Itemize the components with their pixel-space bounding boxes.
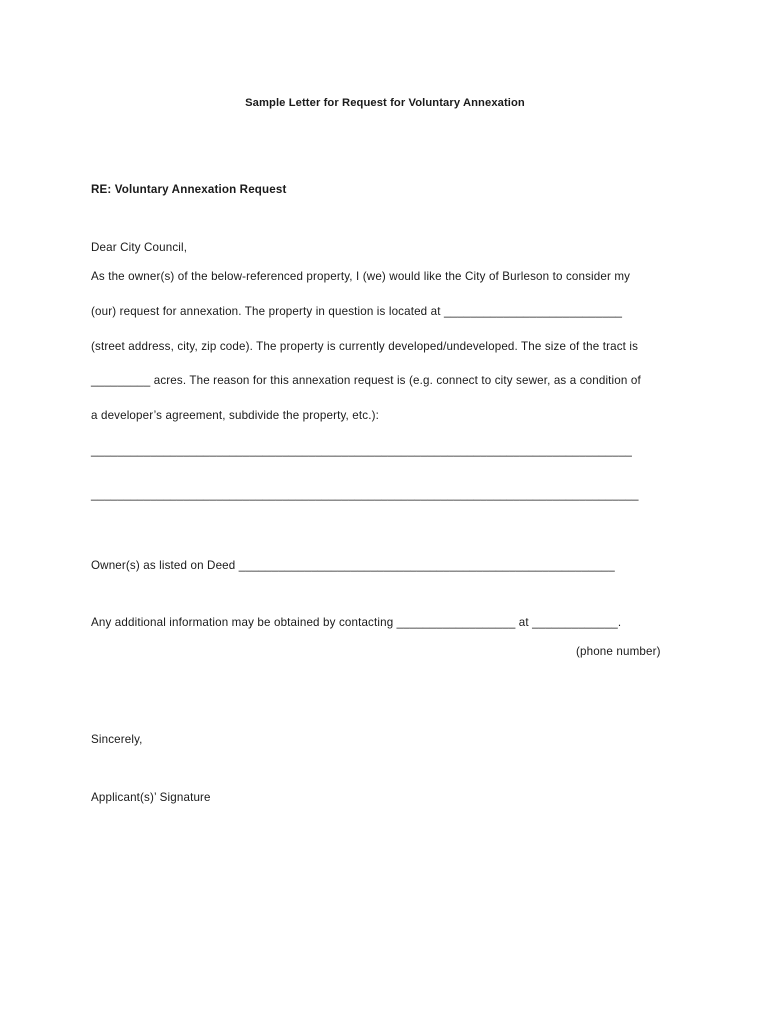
- body-line-3: (street address, city, zip code). The property is currently developed/undeveloped. The size of the tract is: [91, 340, 639, 353]
- re-line: RE: Voluntary Annexation Request: [91, 183, 287, 196]
- contact-line: Any additional information may be obtained by contacting __________________ at _____________.: [91, 616, 622, 629]
- body-line-2: (our) request for annexation. The property in question is located at ___________________________: [91, 305, 623, 318]
- reason-blank-line-2: ___________________________________________________________________________________: [91, 488, 639, 501]
- owner-line: Owner(s) as listed on Deed _________________________________________________________: [91, 559, 615, 572]
- closing: Sincerely,: [91, 733, 143, 746]
- salutation: Dear City Council,: [91, 241, 188, 254]
- body-line-4: _________ acres. The reason for this annexation request is (e.g. connect to city sewer, as a condition of: [91, 374, 641, 387]
- body-line-1: As the owner(s) of the below-referenced property, I (we) would like the City of Burleson to consider my: [91, 270, 631, 283]
- signature-label: Applicant(s)’ Signature: [91, 791, 211, 804]
- body-line-5: a developer’s agreement, subdivide the property, etc.):: [91, 409, 379, 422]
- phone-caption: (phone number): [576, 645, 661, 658]
- reason-blank-line-1: __________________________________________________________________________________: [91, 444, 633, 457]
- document-title: Sample Letter for Request for Voluntary Annexation: [245, 97, 525, 109]
